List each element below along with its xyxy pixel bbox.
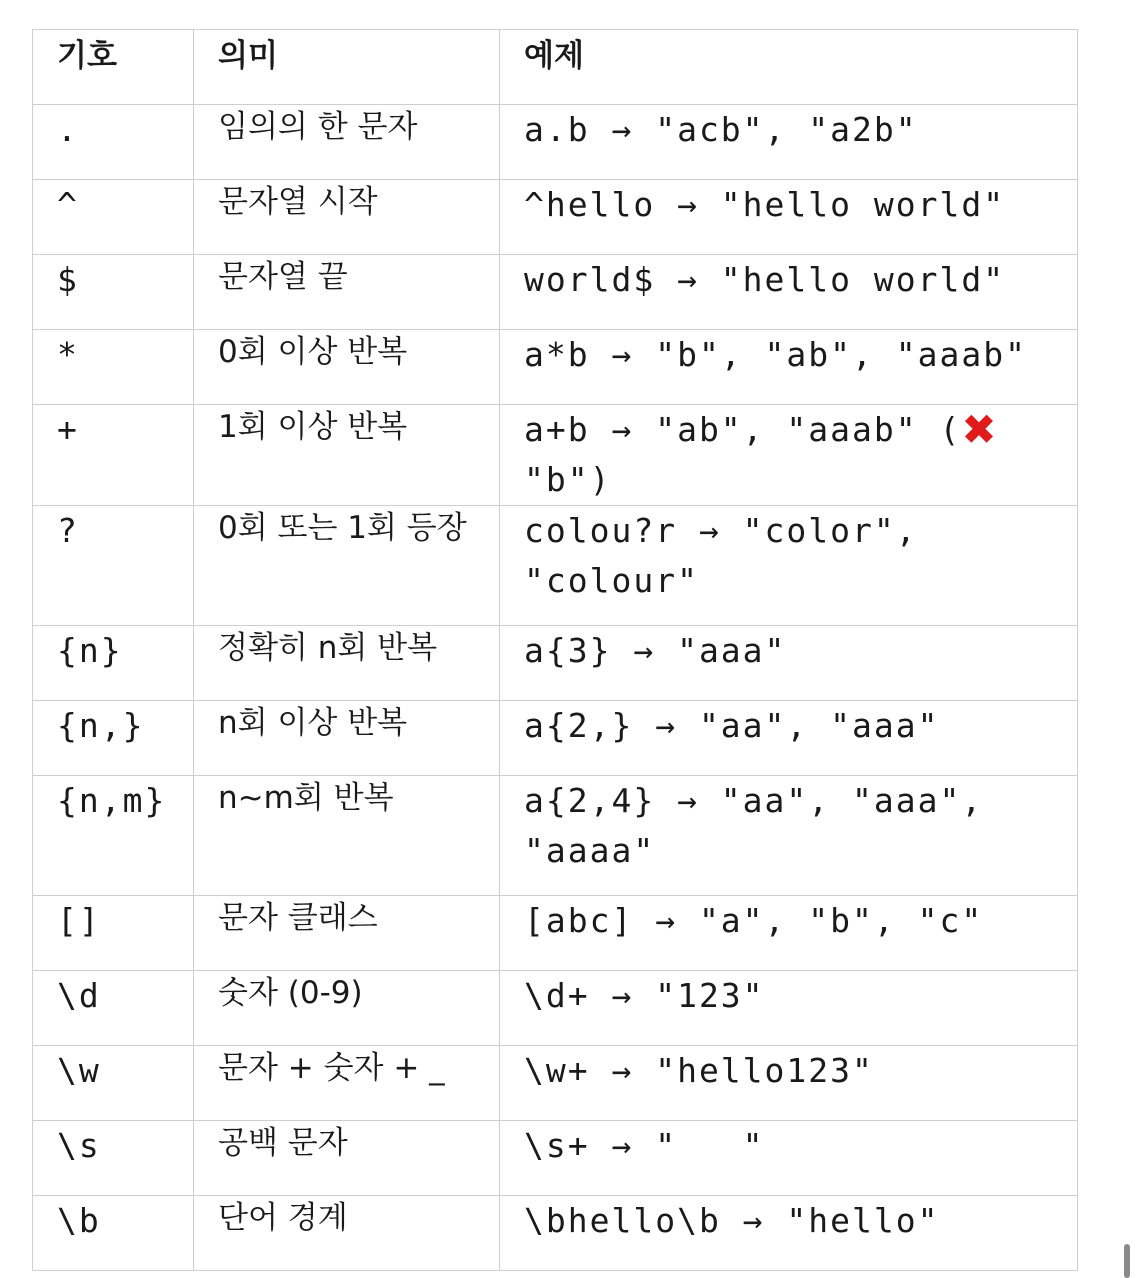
meaning-cell: 정확히 n회 반복	[194, 626, 500, 701]
meaning-cell: 숫자 (0-9)	[194, 971, 500, 1046]
meaning-cell: 임의의 한 문자	[194, 105, 500, 180]
symbol-cell: +	[33, 405, 194, 506]
symbol-cell: \w	[33, 1046, 194, 1121]
example-cell: [abc] → "a", "b", "c"	[500, 896, 1078, 971]
symbol-cell: \b	[33, 1196, 194, 1271]
symbol-cell: *	[33, 330, 194, 405]
symbol-cell: ?	[33, 506, 194, 626]
header-example: 예제	[500, 30, 1078, 105]
symbol-cell: \d	[33, 971, 194, 1046]
meaning-cell: 0회 또는 1회 등장	[194, 506, 500, 626]
table-row	[33, 971, 1078, 1046]
table-row	[33, 405, 1078, 506]
example-cell: \s+ → " "	[500, 1121, 1078, 1196]
symbol-cell: ^	[33, 180, 194, 255]
meaning-cell: n회 이상 반복	[194, 701, 500, 776]
example-cell: colou?r → "color", "colour"	[500, 506, 1078, 626]
example-cell: a*b → "b", "ab", "aaab"	[500, 330, 1078, 405]
example-cell: \w+ → "hello123"	[500, 1046, 1078, 1121]
meaning-cell: 0회 이상 반복	[194, 330, 500, 405]
symbol-cell: {n,}	[33, 701, 194, 776]
symbol-cell: {n}	[33, 626, 194, 701]
symbol-cell: .	[33, 105, 194, 180]
symbol-cell: \s	[33, 1121, 194, 1196]
example-cell: a{2,} → "aa", "aaa"	[500, 701, 1078, 776]
header-row	[33, 30, 1078, 105]
meaning-cell: 1회 이상 반복	[194, 405, 500, 506]
table-row	[33, 1121, 1078, 1196]
meaning-cell: 공백 문자	[194, 1121, 500, 1196]
example-cell	[500, 405, 1078, 506]
header-meaning: 의미	[194, 30, 500, 105]
symbol-cell: {n,m}	[33, 776, 194, 896]
meaning-cell: 문자열 시작	[194, 180, 500, 255]
table-row	[33, 330, 1078, 405]
table-row	[33, 1046, 1078, 1121]
example-cell: ^hello → "hello world"	[500, 180, 1078, 255]
example-cell: world$ → "hello world"	[500, 255, 1078, 330]
table-row	[33, 105, 1078, 180]
regex-table	[32, 29, 1078, 1271]
table-row	[33, 255, 1078, 330]
example-text-after: "b")	[524, 410, 1023, 499]
example-cell: \d+ → "123"	[500, 971, 1078, 1046]
table-row	[33, 506, 1078, 626]
symbol-cell: $	[33, 255, 194, 330]
meaning-cell: 문자열 끝	[194, 255, 500, 330]
scrollbar-thumb[interactable]	[1124, 1244, 1130, 1278]
table-row	[33, 626, 1078, 701]
meaning-cell: n~m회 반복	[194, 776, 500, 896]
table-row	[33, 180, 1078, 255]
meaning-cell: 단어 경계	[194, 1196, 500, 1271]
table-row	[33, 896, 1078, 971]
table-row	[33, 776, 1078, 896]
meaning-cell: 문자 + 숫자 + _	[194, 1046, 500, 1121]
header-symbol: 기호	[33, 30, 194, 105]
table-row	[33, 701, 1078, 776]
table-row	[33, 1196, 1078, 1271]
red-x-icon: ✖	[961, 405, 997, 454]
symbol-cell: []	[33, 896, 194, 971]
table-header	[33, 30, 1078, 105]
example-cell: a{3} → "aaa"	[500, 626, 1078, 701]
meaning-cell: 문자 클래스	[194, 896, 500, 971]
example-cell: \bhello\b → "hello"	[500, 1196, 1078, 1271]
example-cell: a.b → "acb", "a2b"	[500, 105, 1078, 180]
example-text-before: a+b → "ab", "aaab" (	[524, 410, 962, 449]
table-body	[33, 105, 1078, 1271]
example-cell: a{2,4} → "aa", "aaa", "aaaa"	[500, 776, 1078, 896]
